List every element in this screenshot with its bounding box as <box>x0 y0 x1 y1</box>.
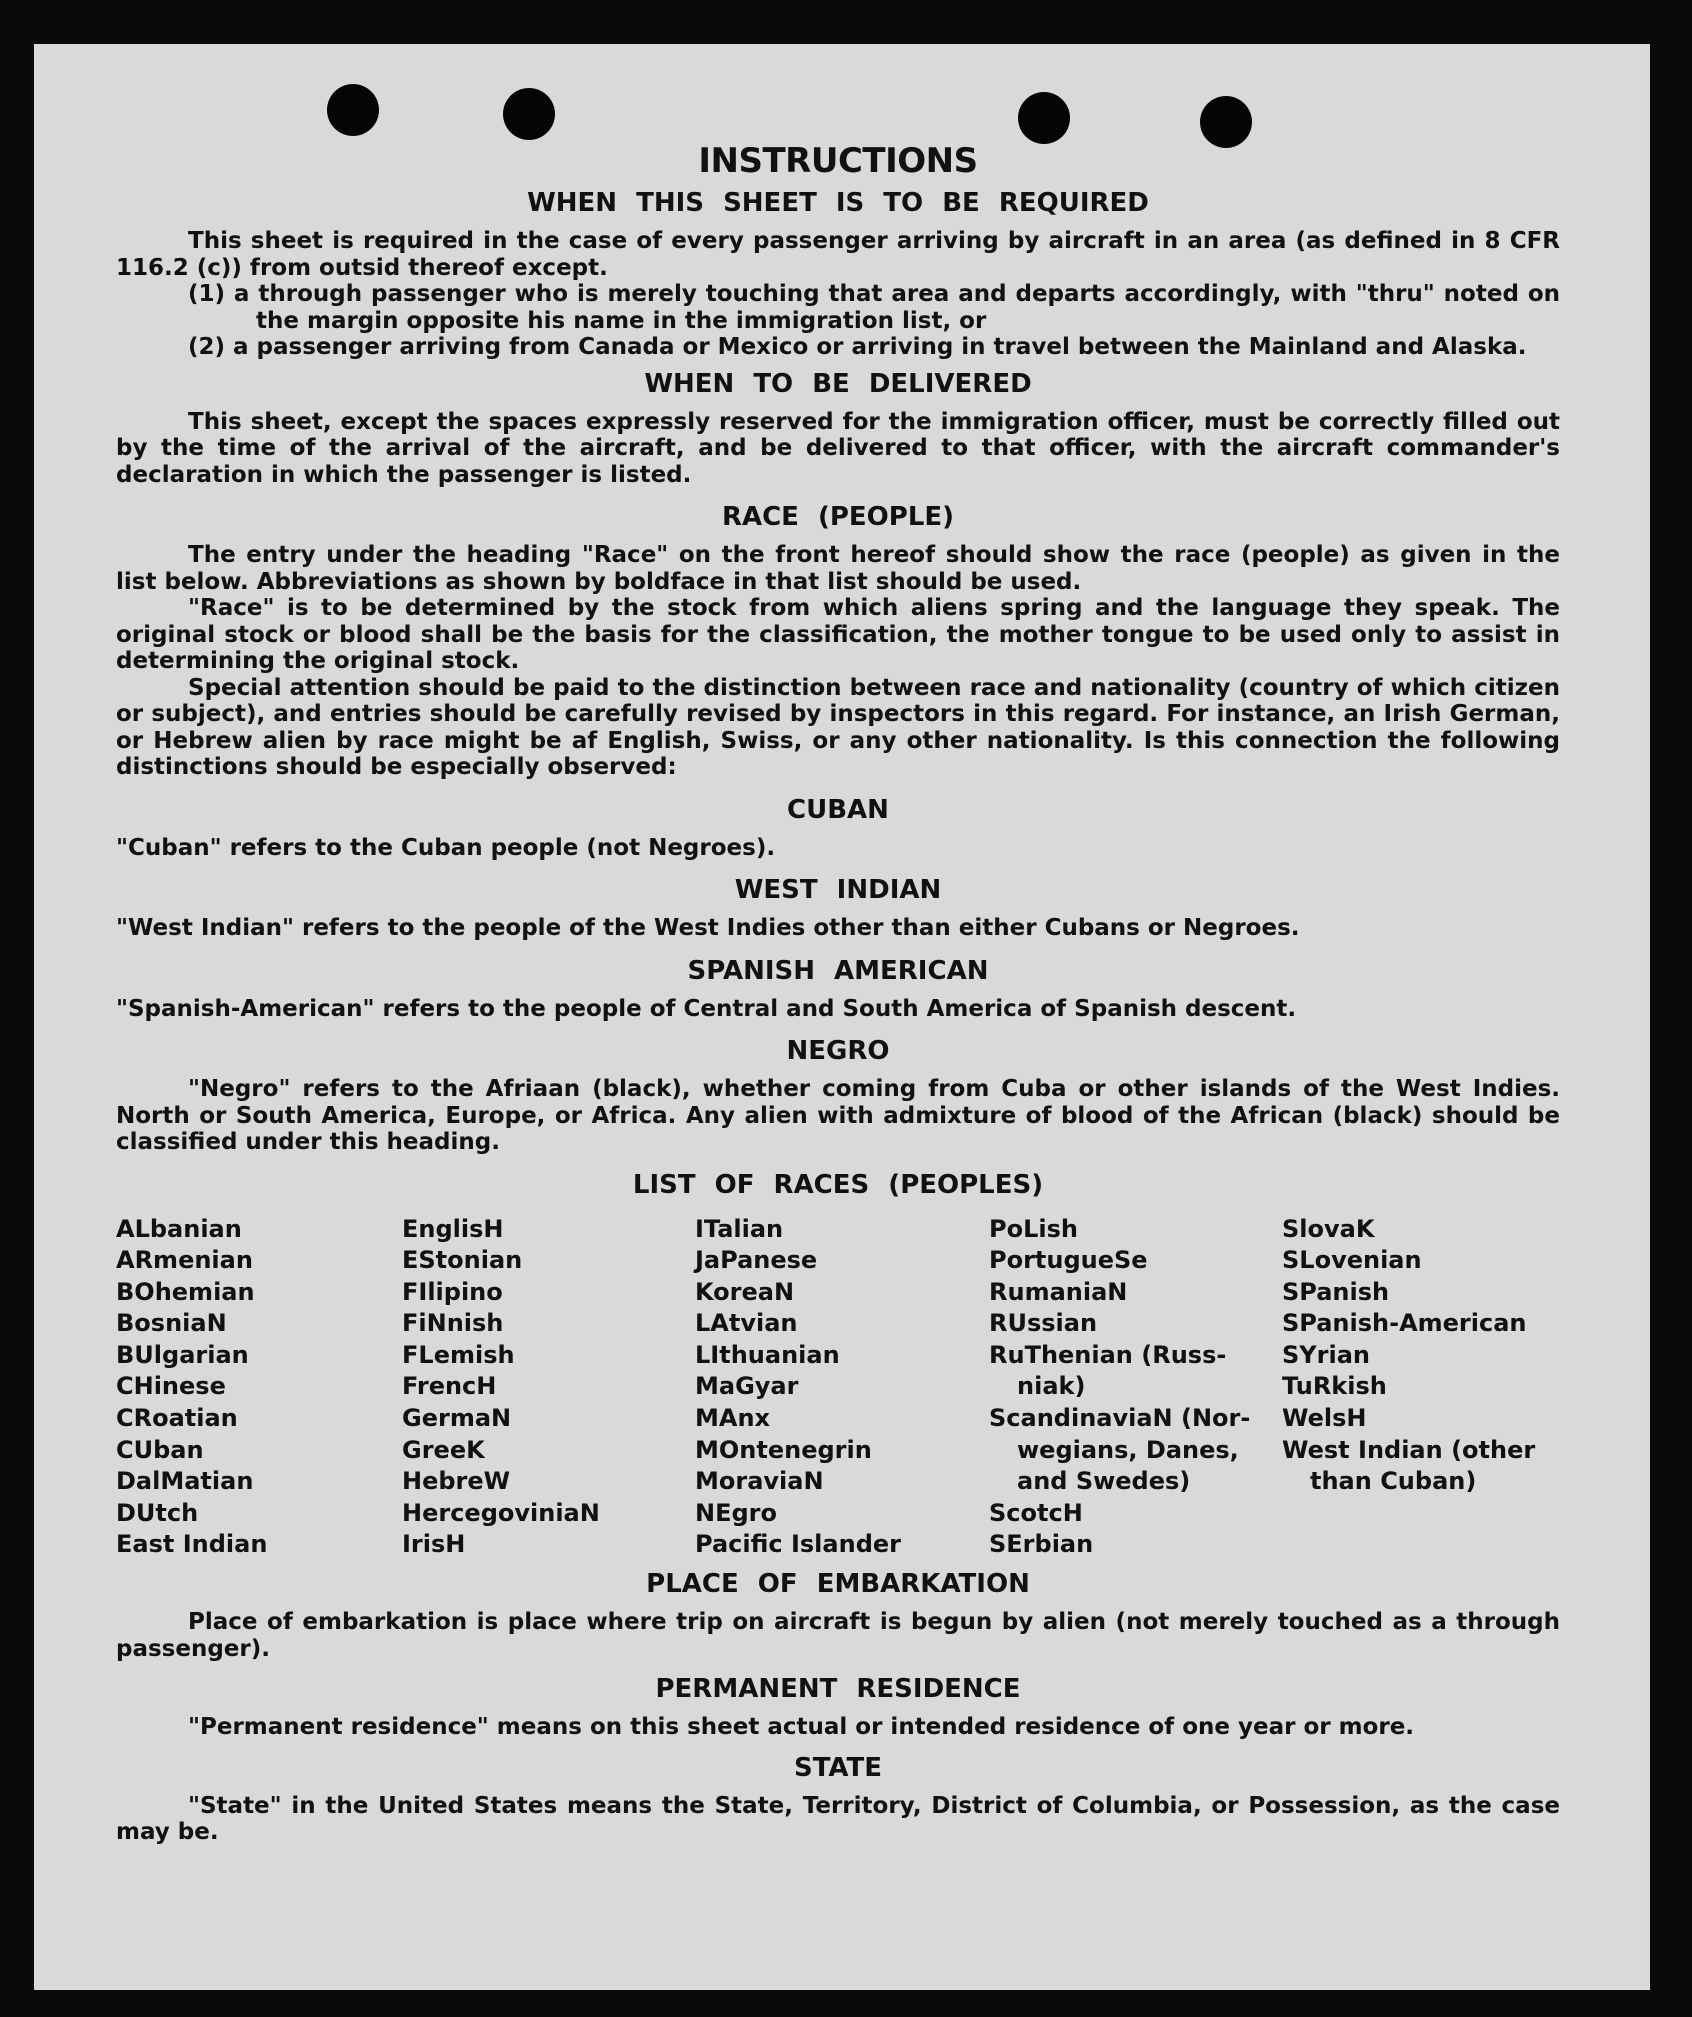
race-item: MOntenegrin <box>695 1435 872 1464</box>
race-item: EStonian <box>402 1246 523 1275</box>
required-intro: This sheet is required in the case of every passenger arriving by aircraft in an area (as defined in 8 CFR 116.2 (c)) from outsid thereof except. <box>116 228 1560 281</box>
section-heading-embarkation: PLACE OF EMBARKATION <box>646 1569 1030 1600</box>
races-column-4 <box>989 1214 1282 1562</box>
race-item: BUlgarian <box>116 1340 249 1369</box>
section-heading-spanish-american: SPANISH AMERICAN <box>687 955 989 986</box>
race-item-continuation: and Swedes) <box>1017 1467 1191 1496</box>
race-item: MAnx <box>695 1404 771 1433</box>
race-item: CRoatian <box>116 1404 238 1433</box>
race-item: ALbanian <box>116 1214 242 1243</box>
section-heading-cuban: CUBAN <box>787 794 889 825</box>
punch-hole <box>327 84 379 136</box>
delivered-text: This sheet, except the spaces expressly reserved for the immigration officer, must be correctly filled out by the time of the arrival of the aircraft, and be delivered to that officer, with the aircraft commander's declaration in which the passenger is listed. <box>116 408 1560 488</box>
section-heading-state: STATE <box>793 1752 883 1783</box>
race-item: RuThenian (Russ- <box>989 1340 1227 1369</box>
section-heading-races-list: LIST OF RACES (PEOPLES) <box>632 1169 1044 1200</box>
instructions-content <box>116 140 1560 1846</box>
section-heading-west-indian: WEST INDIAN <box>734 875 942 905</box>
races-column-3 <box>695 1214 989 1562</box>
race-item: FLemish <box>402 1340 515 1369</box>
spanish-american-text: "Spanish-American" refers to the people of Central and South America of Spanish descent. <box>116 995 1297 1022</box>
race-item: DalMatian <box>116 1467 254 1496</box>
race-item: BosniaN <box>116 1309 227 1338</box>
race-item-continuation: wegians, Danes, <box>1017 1435 1239 1464</box>
races-list <box>116 1214 1560 1562</box>
race-item-continuation: than Cuban) <box>1310 1467 1477 1496</box>
race-item: LIthuanian <box>695 1340 840 1369</box>
race-item: RUssian <box>989 1309 1098 1338</box>
exception-2: (2) a passenger arriving from Canada or Mexico or arriving in travel between the Mainland and Alaska. <box>188 334 1527 360</box>
race-item: HebreW <box>402 1467 511 1496</box>
race-item: ARmenian <box>116 1246 253 1275</box>
cuban-text: "Cuban" refers to the Cuban people (not Negroes). <box>116 834 776 861</box>
race-item: CUban <box>116 1435 204 1464</box>
page-title: INSTRUCTIONS <box>698 141 978 181</box>
race-item: SPanish <box>1282 1277 1390 1306</box>
section-heading-residence: PERMANENT RESIDENCE <box>655 1674 1021 1705</box>
punch-hole <box>1018 92 1070 144</box>
race-item: GermaN <box>402 1404 512 1433</box>
race-paragraph-2: "Race" is to be determined by the stock from which aliens spring and the language they speak. The original stock or blood shall be the basis for the classification, the mother tongue to be used only to assist in determining the original stock. <box>116 595 1560 674</box>
race-item: ScotcH <box>989 1498 1083 1527</box>
race-item: SlovaK <box>1282 1214 1375 1243</box>
race-item: CHinese <box>116 1372 226 1401</box>
exception-1: (1) a through passenger who is merely touching that area and departs accordingly, with "thru" noted on the margin opposite his name in the immigration list, or <box>188 281 1560 334</box>
section-heading-race: RACE (PEOPLE) <box>721 502 955 532</box>
race-item: Pacific Islander <box>695 1530 901 1559</box>
race-item: ITalian <box>695 1214 784 1243</box>
residence-text: "Permanent residence" means on this sheet actual or intended residence of one year or more. <box>188 1714 1415 1741</box>
race-item: PoLish <box>989 1214 1078 1243</box>
race-item: LAtvian <box>695 1309 798 1338</box>
race-item: KoreaN <box>695 1277 795 1306</box>
race-item: JaPanese <box>695 1246 818 1275</box>
race-item: West Indian (other <box>1282 1435 1536 1464</box>
race-paragraph-3: Special attention should be paid to the distinction between race and nationality (country of which citizen or subject), and entries should be carefully revised by inspectors in this regard. For instance, an Irish German, or Hebrew alien by race might be af English, Swiss, or any other nationality. Is this connection the following distinctions should be especially observed: <box>116 674 1560 780</box>
race-item: PortugueSe <box>989 1246 1148 1275</box>
race-item: NEgro <box>695 1498 777 1527</box>
race-item: IrisH <box>402 1530 466 1559</box>
race-paragraph-1: The entry under the heading "Race" on the front hereof should show the race (people) as given in the list below. Abbreviations as shown by boldface in that list should be used. <box>116 542 1560 595</box>
race-item: TuRkish <box>1282 1372 1387 1401</box>
section-heading-negro: NEGRO <box>786 1036 890 1066</box>
race-item: EnglisH <box>402 1214 504 1243</box>
embarkation-text: Place of embarkation is place where trip on aircraft is begun by alien (not merely touched as a through passenger). <box>116 1609 1560 1662</box>
race-item: FIlipino <box>402 1277 503 1306</box>
race-item: DUtch <box>116 1498 199 1527</box>
race-item-continuation: niak) <box>1017 1372 1086 1401</box>
races-column-5 <box>1282 1214 1560 1562</box>
race-item: BOhemian <box>116 1277 255 1306</box>
race-item: East Indian <box>116 1530 268 1559</box>
race-item: MoraviaN <box>695 1467 824 1496</box>
punch-hole <box>503 88 555 140</box>
race-item: GreeK <box>402 1435 485 1464</box>
race-item: SErbian <box>989 1530 1094 1559</box>
race-item: RumaniaN <box>989 1277 1128 1306</box>
race-item: SPanish-American <box>1282 1309 1527 1338</box>
race-item: MaGyar <box>695 1372 799 1401</box>
section-heading-required: WHEN THIS SHEET IS TO BE REQUIRED <box>527 188 1149 218</box>
race-item: FrencH <box>402 1372 497 1401</box>
west-indian-text: "West Indian" refers to the people of the West Indies other than either Cubans or Negroes. <box>116 915 1300 941</box>
race-item: ScandinaviaN (Nor- <box>989 1404 1251 1433</box>
race-item: SLovenian <box>1282 1246 1422 1275</box>
race-item: WelsH <box>1282 1404 1367 1433</box>
races-column-2 <box>402 1214 695 1562</box>
races-column-1 <box>116 1214 402 1562</box>
race-item: FiNnish <box>402 1309 504 1338</box>
section-heading-delivered: WHEN TO BE DELIVERED <box>644 368 1032 399</box>
race-item: SYrian <box>1282 1340 1371 1369</box>
negro-text: "Negro" refers to the Afriaan (black), whether coming from Cuba or other islands of the West Indies. North or South America, Europe, or Africa. Any alien with admixture of blood of the African (black) should be classified under this heading. <box>116 1076 1560 1155</box>
document-sheet <box>34 44 1650 1990</box>
race-item: HercegoviniaN <box>402 1498 600 1527</box>
state-text: "State" in the United States means the State, Territory, District of Columbia, or Possession, as the case may be. <box>116 1792 1560 1846</box>
